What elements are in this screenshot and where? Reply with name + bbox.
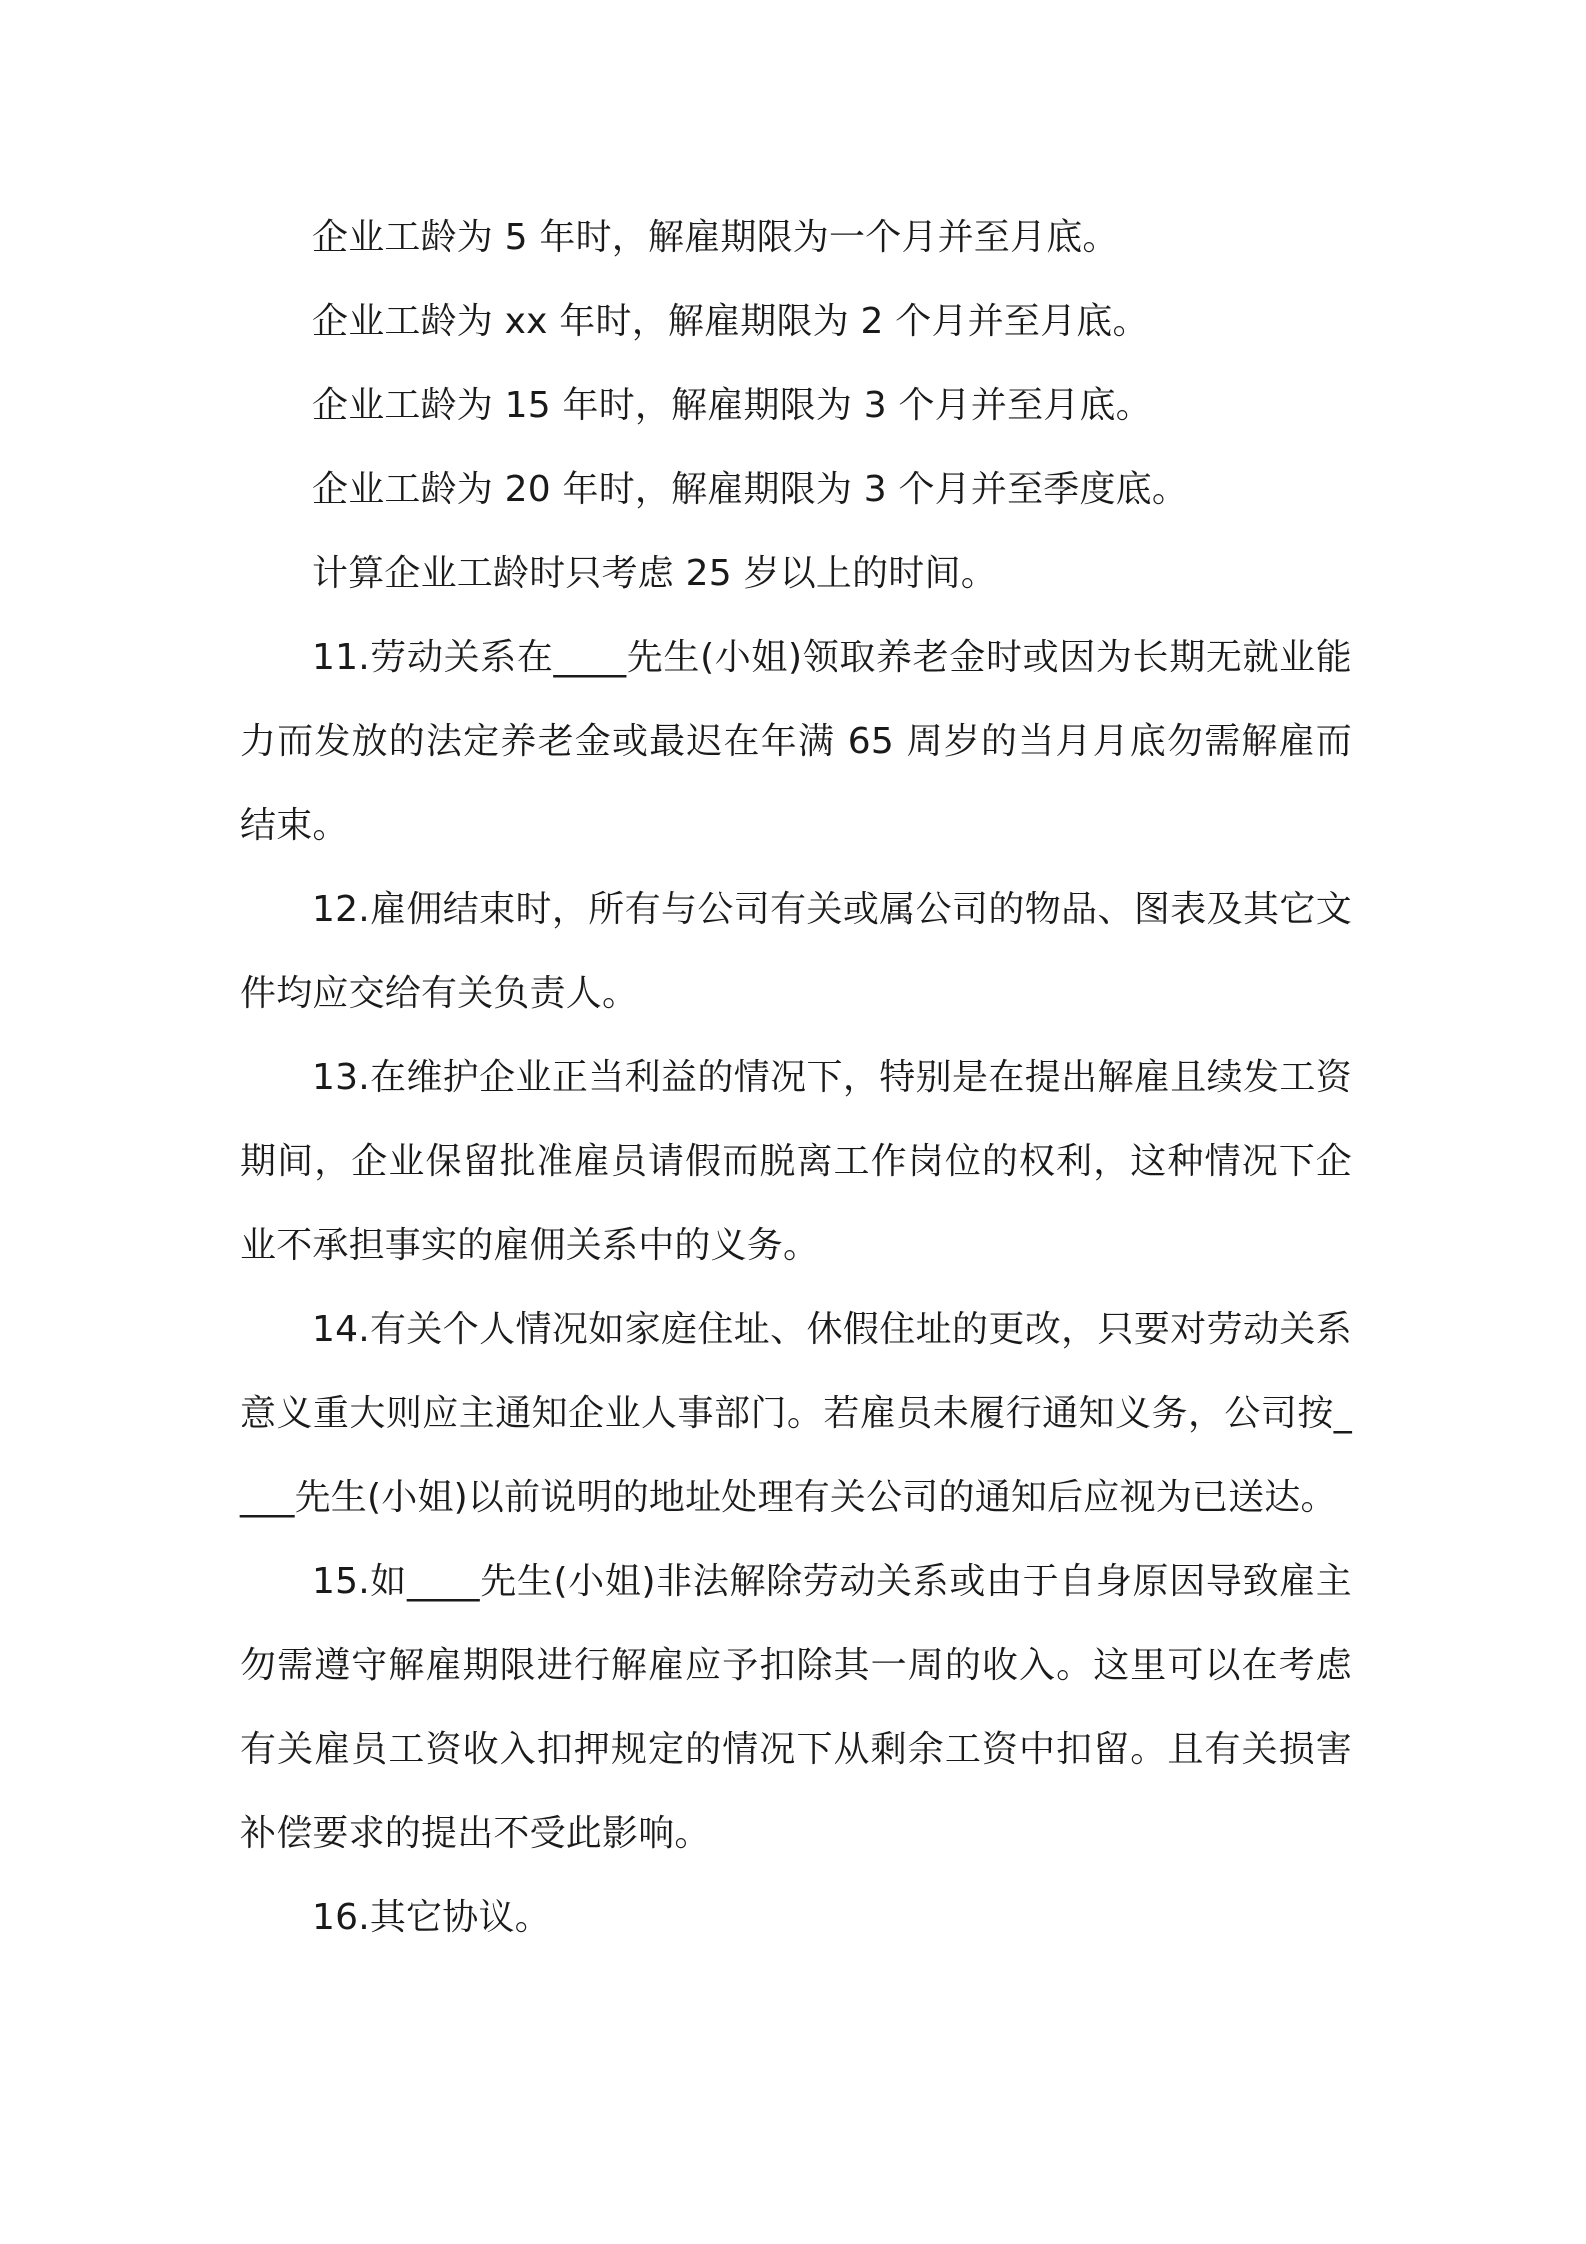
paragraph-seniority-5-years: 企业工龄为 5 年时，解雇期限为一个月并至月底。 — [312, 217, 1119, 258]
paragraph-clause-11: 11.劳动关系在____先生(小姐)领取养老金时或因为长期无就业能力而发放的法定养老金或最迟在年满 65 周岁的当月月底勿需解雇而结束。 — [240, 637, 1352, 846]
paragraph-clause-12: 12.雇佣结束时，所有与公司有关或属公司的物品、图表及其它文件均应交给有关负责人。 — [240, 889, 1352, 1014]
paragraph-clause-16: 16.其它协议。 — [312, 1897, 551, 1938]
paragraph-clause-14: 14.有关个人情况如家庭住址、休假住址的更改，只要对劳动关系意义重大则应主通知企业人事部门。若雇员未履行通知义务，公司按____先生(小姐)以前说明的地址处理有关公司的通知后应视为已送达。 — [240, 1309, 1352, 1518]
paragraph-seniority-15-years: 企业工龄为 15 年时，解雇期限为 3 个月并至月底。 — [312, 385, 1152, 426]
paragraph-seniority-calculation: 计算企业工龄时只考虑 25 岁以上的时间。 — [312, 553, 997, 594]
paragraph-seniority-xx-years: 企业工龄为 xx 年时，解雇期限为 2 个月并至月底。 — [312, 301, 1149, 342]
paragraph-clause-15: 15.如____先生(小姐)非法解除劳动关系或由于自身原因导致雇主勿需遵守解雇期限进行解雇应予扣除其一周的收入。这里可以在考虑有关雇员工资收入扣押规定的情况下从剩余工资中扣留。且有关损害补偿要求的提出不受此影响。 — [240, 1561, 1352, 1854]
paragraph-seniority-20-years: 企业工龄为 20 年时，解雇期限为 3 个月并至季度底。 — [312, 469, 1189, 510]
document-body — [240, 196, 1352, 1960]
paragraph-clause-13: 13.在维护企业正当利益的情况下，特别是在提出解雇且续发工资期间，企业保留批准雇员请假而脱离工作岗位的权利，这种情况下企业不承担事实的雇佣关系中的义务。 — [240, 1057, 1352, 1266]
